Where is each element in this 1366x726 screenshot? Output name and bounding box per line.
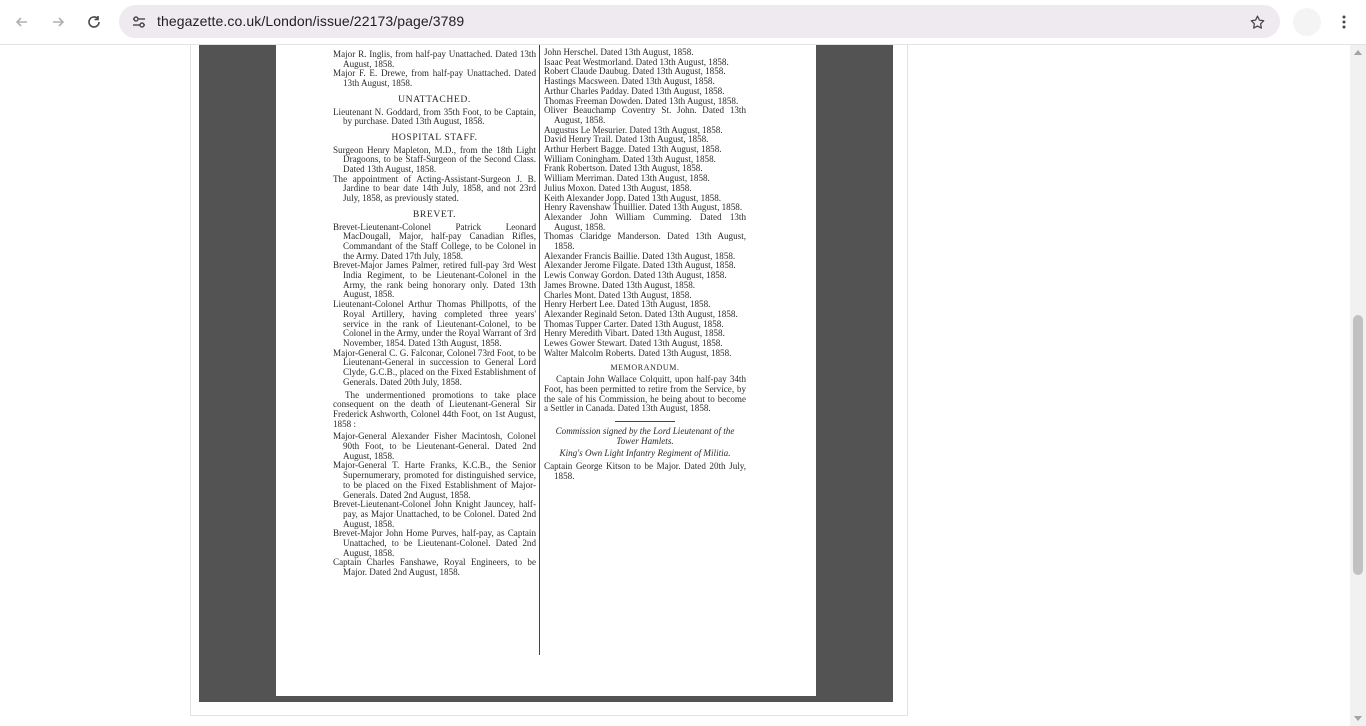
section-heading: UNATTACHED. xyxy=(398,93,471,105)
scroll-up-arrow[interactable] xyxy=(1354,50,1362,55)
gazette-entry: Robert Claude Daubug. Dated 13th August, 1858. xyxy=(544,66,726,77)
profile-avatar[interactable] xyxy=(1293,8,1321,36)
tune-icon xyxy=(131,14,147,30)
gazette-entry: The undermentioned promotions to take place consequent on the death of Lieutenant-General Sir Frederick Ashworth, Colonel 44th Foot, on 1st August, 1858 : xyxy=(333,389,536,429)
scroll-down-arrow[interactable] xyxy=(1354,716,1362,721)
gazette-entry: Charles Mont. Dated 13th August, 1858. xyxy=(544,289,692,300)
gazette-entry: The appointment of Acting-Assistant-Surgeon J. B. Jardine to bear date 14th July, 1858, and not 23rd July, 1858, as previously stated. xyxy=(333,173,536,204)
gazette-entry: Major R. Inglis, from half-pay Unattached. Dated 13th August, 1858. xyxy=(333,49,536,69)
arrow-left-icon xyxy=(14,14,30,30)
gazette-entry: William Merriman. Dated 13th August, 1858. xyxy=(544,173,710,184)
gazette-entry: James Browne. Dated 13th August, 1858. xyxy=(544,279,696,290)
gazette-entry: Walter Malcolm Roberts. Dated 13th August, 1858. xyxy=(544,347,732,358)
gazette-entry: King's Own Light Infantry Regiment of Militia. xyxy=(559,448,731,459)
gazette-entry: Henry Ravenshaw Thuillier. Dated 13th August, 1858. xyxy=(544,202,743,213)
kebab-menu-icon xyxy=(1336,14,1352,30)
gazette-entry: Captain George Kitson to be Major. Dated 20th July, 1858. xyxy=(544,461,746,481)
section-heading: BREVET. xyxy=(412,208,457,220)
gazette-entry: Major-General Alexander Fisher Macintosh, Colonel 90th Foot, to be Lieutenant-General. Dated 2nd August, 1858. xyxy=(333,431,536,461)
gazette-right-column xyxy=(544,48,746,482)
content-frame xyxy=(190,45,908,716)
reload-icon xyxy=(86,14,102,30)
gazette-entry: Frank Robertson. Dated 13th August, 1858. xyxy=(544,163,703,174)
gazette-entry: Major F. E. Drewe, from half-pay Unattached. Dated 13th August, 1858. xyxy=(333,68,536,89)
url-text[interactable]: thegazette.co.uk/London/issue/22173/page/3789 xyxy=(157,13,465,29)
column-divider xyxy=(539,45,540,655)
page-scrollbar[interactable] xyxy=(1350,45,1366,726)
gazette-entry: John Herschel. Dated 13th August, 1858. xyxy=(544,47,694,57)
section-rule xyxy=(615,421,675,422)
gazette-entry: William Coningham. Dated 13th August, 1858. xyxy=(544,153,716,164)
page-viewport xyxy=(0,45,1350,726)
gazette-entry: Arthur Charles Padday. Dated 13th August, 1858. xyxy=(544,85,725,96)
browser-menu-button[interactable] xyxy=(1330,8,1358,36)
gazette-entry: Augustus Le Mesurier. Dated 13th August, 1858. xyxy=(544,124,723,135)
gazette-entry: Major-General T. Harte Franks, K.C.B., the Senior Supernumerary, promoted for distinguished service, to be placed on the Fixed Establishment of Major-Generals. Dated 2nd August, 1858. xyxy=(333,460,536,500)
gazette-entry: Isaac Peat Westmorland. Dated 13th August, 1858. xyxy=(544,56,729,67)
forward-button[interactable] xyxy=(44,8,72,36)
gazette-entry: Alexander Reginald Seton. Dated 13th August, 1858. xyxy=(544,308,738,319)
gazette-left-column xyxy=(333,50,536,578)
gazette-entry: Brevet-Major John Home Purves, half-pay, as Captain Unattached, to be Lieutenant-Colonel. Dated 2nd August, 1858. xyxy=(333,528,536,558)
gazette-entry: Lewis Conway Gordon. Dated 13th August, 1858. xyxy=(544,270,727,281)
gazette-entry: Brevet-Lieutenant-Colonel John Knight Jauncey, half-pay, as Major Unattached, to be Colonel. Dated 2nd August, 1858. xyxy=(333,499,536,529)
gazette-entry: Brevet-Lieutenant-Colonel Patrick Leonard MacDougall, Major, half-pay Canadian Rifles, Commandant of the Staff College, to be Colonel in the Army. Dated 17th July, 1858. xyxy=(333,221,536,261)
gazette-entry: Captain Charles Fanshawe, Royal Engineers, to be Major. Dated 2nd August, 1858. xyxy=(333,557,536,578)
address-bar[interactable] xyxy=(119,5,1280,38)
scroll-thumb[interactable] xyxy=(1353,315,1363,575)
gazette-entry: Alexander John William Cumming. Dated 13th August, 1858. xyxy=(544,211,746,232)
gazette-entry: Oliver Beauchamp Coventry St. John. Dated 13th August, 1858. xyxy=(544,105,746,125)
back-button[interactable] xyxy=(8,8,36,36)
gazette-entry: Alexander Jerome Filgate. Dated 13th August, 1858. xyxy=(544,260,736,271)
gazette-entry: Julius Moxon. Dated 13th August, 1858. xyxy=(544,182,692,193)
gazette-entry: Arthur Herbert Bagge. Dated 13th August, 1858. xyxy=(544,144,722,155)
gazette-entry: Thomas Claridge Manderson. Dated 13th August, 1858. xyxy=(544,231,746,252)
gazette-entry: Captain John Wallace Colquitt, upon half-pay 34th Foot, has been permitted to retire from the Service, by the sale of his Commission, he being about to become a Settler in Canada. Dated 13th August, 1858. xyxy=(544,374,746,414)
section-heading: HOSPITAL STAFF. xyxy=(391,131,478,143)
reload-button[interactable] xyxy=(80,8,108,36)
gazette-entry: Brevet-Major James Palmer, retired full-pay 3rd West India Regiment, to be Lieutenant-Colonel in the Army, the rank being honorary only. Dated 13th August, 1858. xyxy=(333,260,536,300)
site-info-button[interactable] xyxy=(126,9,151,34)
gazette-entry: Henry Herbert Lee. Dated 13th August, 1858. xyxy=(544,299,711,310)
browser-toolbar xyxy=(0,0,1366,45)
gazette-page-viewer[interactable] xyxy=(199,45,893,702)
gazette-entry: Henry Meredith Vibart. Dated 13th August, 1858. xyxy=(544,328,725,339)
gazette-entry: Thomas Freeman Dowden. Dated 13th August, 1858. xyxy=(544,95,739,106)
gazette-page-scan xyxy=(276,45,816,696)
gazette-entry: Lieutenant N. Goddard, from 35th Foot, to be Captain, by purchase. Dated 13th August, 1858. xyxy=(333,106,536,127)
gazette-entry: Keith Alexander Jopp. Dated 13th August, 1858. xyxy=(544,192,722,203)
gazette-entry: Thomas Tupper Carter. Dated 13th August, 1858. xyxy=(544,318,724,329)
gazette-entry: Hastings Macsween. Dated 13th August, 1858. xyxy=(544,76,715,87)
gazette-entry: Surgeon Henry Mapleton, M.D., from the 18th Light Dragoons, to be Staff-Surgeon of the Second Class. Dated 13th August, 1858. xyxy=(333,144,536,175)
arrow-right-icon xyxy=(50,14,66,30)
gazette-entry: David Henry Trail. Dated 13th August, 1858. xyxy=(544,134,709,145)
section-heading: MEMORANDUM. xyxy=(610,362,680,372)
gazette-entry: Commission signed by the Lord Lieutenant of the Tower Hamlets. xyxy=(555,426,735,446)
gazette-entry: Lewes Gower Stewart. Dated 13th August, 1858. xyxy=(544,338,723,349)
bookmark-button[interactable] xyxy=(1244,9,1270,35)
gazette-entry: Alexander Francis Baillie. Dated 13th August, 1858. xyxy=(544,250,736,261)
gazette-entry: Major-General C. G. Falconar, Colonel 73rd Foot, to be Lieutenant-General in succession to General Lord Clyde, G.C.B., placed on the Fixed Establishment of Generals. Dated 20th July, 1858. xyxy=(333,347,537,387)
star-icon xyxy=(1249,14,1266,31)
gazette-entry: Lieutenant-Colonel Arthur Thomas Phillpotts, of the Royal Artillery, having completed three years' service in the rank of Lieutenant-Colonel, to be Colonel in the Army, under the Royal Warrant of 3rd November, 1854. Dated 13th August, 1858. xyxy=(333,299,536,348)
